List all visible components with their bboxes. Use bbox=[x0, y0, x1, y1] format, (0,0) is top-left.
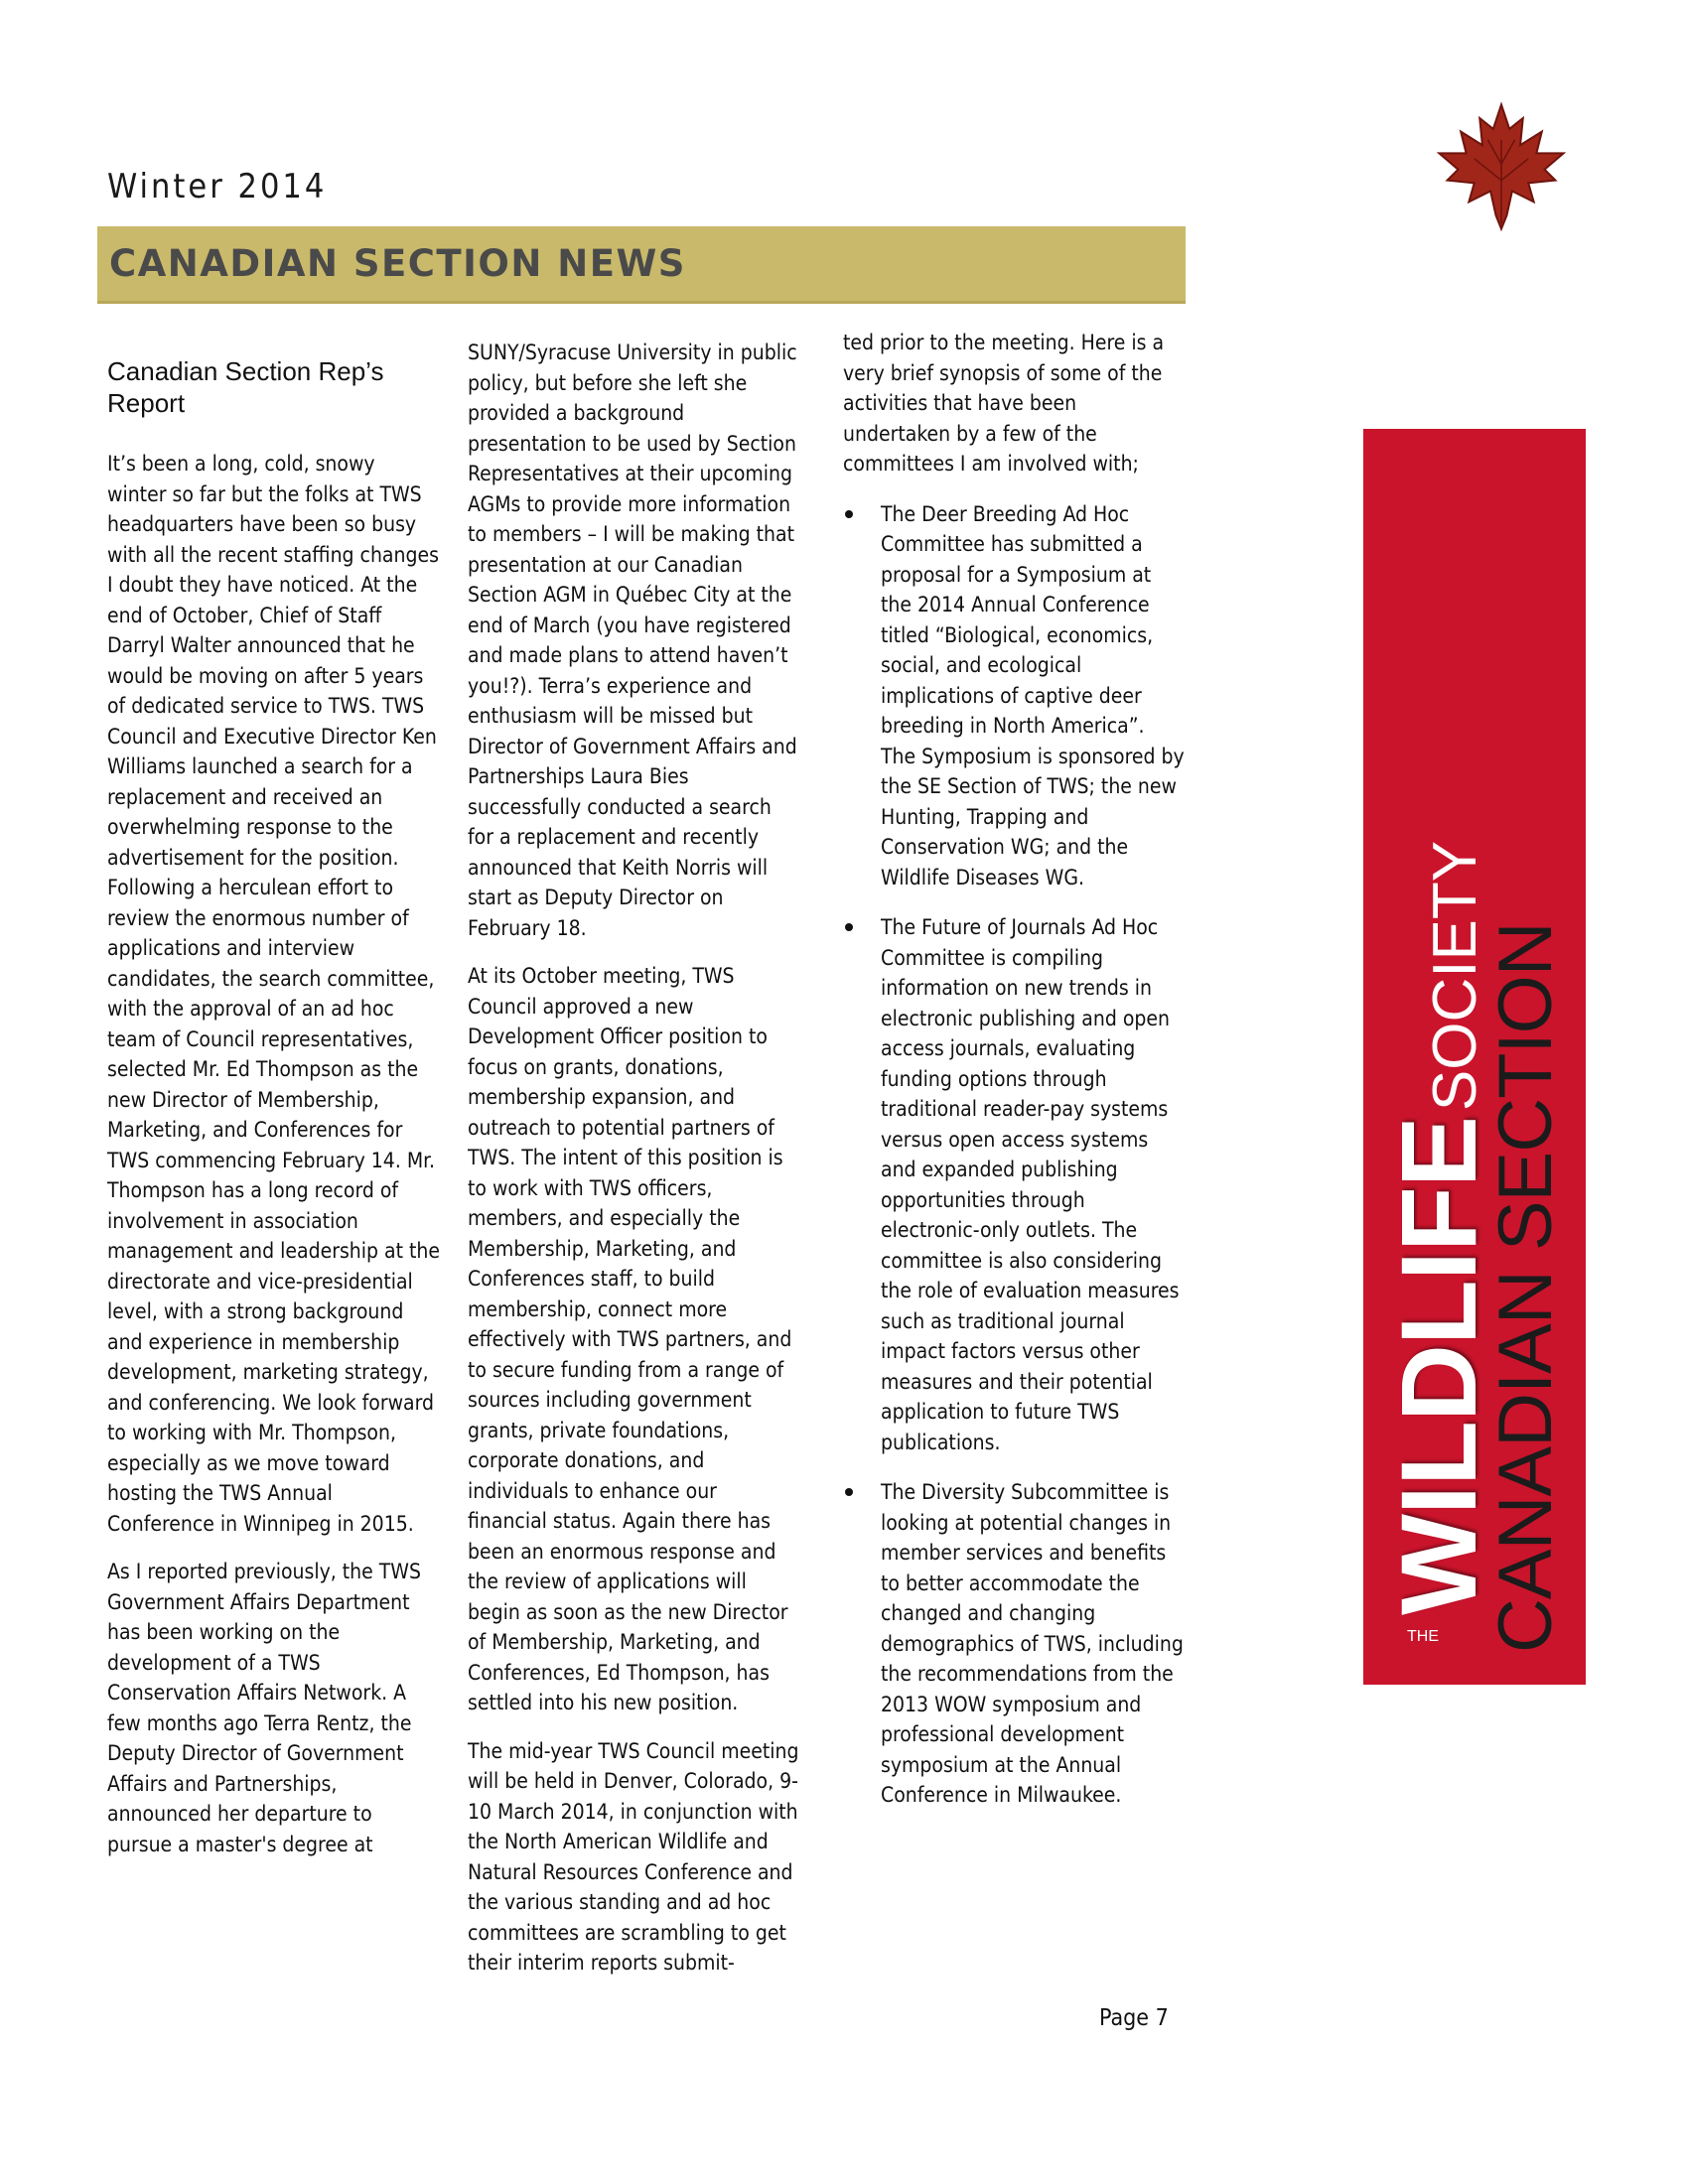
brand-wordmark bbox=[1378, 462, 1568, 1653]
brand-wildlife: WILDLIFE bbox=[1378, 1116, 1498, 1615]
article-column-1 bbox=[107, 338, 440, 1877]
article-column-2 bbox=[468, 338, 800, 1996]
section-banner bbox=[97, 226, 1186, 304]
bullet-icon bbox=[845, 1488, 853, 1496]
paragraph: At its October meeting, TWS Council approved a new Development Officer position to focus on grants, donations, membership expansion, and outreach to potential partners of TWS. The intent of this position is to work with TWS officers, members, and especially the Membership, Marketing, and Conferences staff, to build membership, connect more effectively with TWS partners, and to secure funding from a range of sources including government grants, private foundations, corporate donations, and individuals to enhance our financial status. Again there has been an enormous response and the review of applications will begin as soon as the new Director of Membership, Marketing, and Conferences, Ed Thompson, has settled into his new position. bbox=[468, 964, 792, 1714]
society-brand-banner bbox=[1363, 429, 1586, 1685]
committee-list bbox=[843, 499, 1185, 1811]
article-column-3 bbox=[843, 328, 1185, 1831]
maple-leaf-icon bbox=[1434, 97, 1569, 236]
paragraph: It’s been a long, cold, snowy winter so far but the folks at TWS headquarters have been so busy with all the recent staffing changes I doubt they have noticed. At the end of October, Chief of Staff Darryl Walter announced that he would be moving on after 5 years of dedicated service to TWS. TWS Council and Executive Director Ken Williams launched a search for a replacement and received an overwhelming response to the advertisement for the position. Following a herculean effort to review the enormous number of applications and interview candidates, the search committee, with the approval of an ad hoc team of Council representatives, selected Mr. Ed Thompson as the new Director of Membership, Marketing, and Conferences for TWS commencing February 14. Mr. Thompson has a long record of involvement in association management and leadership at the directorate and vice-presidential level, with a strong background and experience in membership development, marketing strategy, and conferencing. We look forward to working with Mr. Thompson, especially as we move toward hosting the TWS Annual Conference in Winnipeg in 2015. bbox=[107, 452, 441, 1536]
paragraph: The mid-year TWS Council meeting will be held in Denver, Colorado, 9-10 March 2014, in conjunction with the North American Wildlife and Natural Resources Conference and the various standing and ad hoc committees are scrambling to get their interim reports submit- bbox=[468, 1738, 799, 1975]
paragraph: As I reported previously, the TWS Government Affairs Department has been working on the development of a TWS Conservation Affairs Network. A few months ago Terra Rentz, the Deputy Director of Government Affairs and Partnerships, announced her departure to pursue a master's degree at bbox=[107, 1560, 421, 1856]
paragraph: SUNY/Syracuse University in public policy, but before she left she provided a background presentation to be used by Section Representatives at their upcoming AGMs to provide more information to members – I will be making that presentation at our Canadian Section AGM in Québec City at the end of March (you have registered and made plans to attend haven’t you!?). Terra’s experience and enthusiasm will be missed but Director of Government Affairs and Partnerships Laura Bies successfully conducted a search for a replacement and recently announced that Keith Norris will start as Deputy Director on February 18. bbox=[468, 341, 797, 940]
list-item-text: The Diversity Subcommittee is looking at potential changes in member services and benefits to better accommodate the changed and changing demographics of TWS, including the recommendations from the 2013 WOW symposium and professional development symposium at the Annual Conference in Milwaukee. bbox=[881, 1480, 1184, 1807]
bullet-icon bbox=[845, 510, 853, 518]
article-heading: Canadian Section Rep’s Report bbox=[107, 356, 384, 418]
banner-title: CANADIAN SECTION NEWS bbox=[109, 242, 686, 285]
list-item-text: The Deer Breeding Ad Hoc Committee has submitted a proposal for a Symposium at the 2014 Annual Conference titled “Biological, economics, social, and ecological implications of captive deer breeding in North America”. The Symposium is sponsored by the SE Section of TWS; the new Hunting, Trapping and Conservation WG; and the Wildlife Diseases WG. bbox=[881, 501, 1185, 889]
page-number: Page 7 bbox=[1099, 2005, 1169, 2031]
brand-the: THE bbox=[1407, 1627, 1439, 1645]
paragraph: ted prior to the meeting. Here is a very brief synopsis of some of the activities that have been undertaken by a few of the committees I am involved with; bbox=[843, 331, 1165, 476]
list-item bbox=[843, 499, 1185, 893]
brand-society: SOCIETY bbox=[1421, 840, 1489, 1111]
list-item bbox=[843, 912, 1185, 1457]
issue-date: Winter 2014 bbox=[107, 167, 328, 206]
bullet-icon bbox=[845, 923, 853, 931]
list-item bbox=[843, 1477, 1185, 1811]
list-item-text: The Future of Journals Ad Hoc Committee is compiling information on new trends in electronic publishing and open access journals, evaluating funding options through traditional reader-pay systems versus open access systems and expanded publishing opportunities through electronic-only outlets. The committee is also considering the role of evaluation measures such as traditional journal impact factors versus other measures and their potential application to future TWS publications. bbox=[881, 915, 1180, 1454]
brand-section: CANADIAN SECTION bbox=[1483, 921, 1568, 1653]
